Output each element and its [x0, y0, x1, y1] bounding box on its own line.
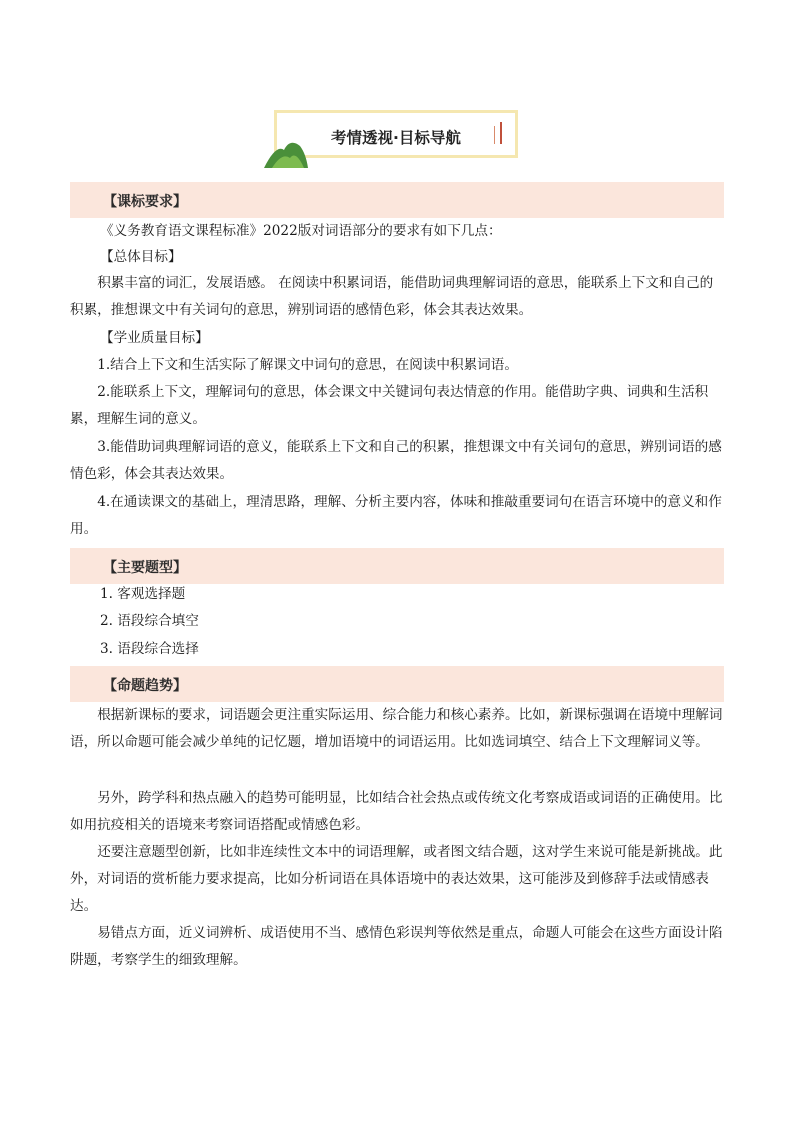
- trend-paragraph: 还要注意题型创新，比如非连续性文本中的词语理解，或者图文结合题，这对学生来说可能是新挑战。此外，对词语的赏析能力要求提高，比如分析词语在具体语境中的表达效果，这可能涉及到修辞手法或情感表达。: [70, 844, 723, 914]
- question-type-item: 2. 语段综合填空: [100, 613, 199, 629]
- overall-goal-heading: 【总体目标】: [100, 249, 182, 265]
- section-heading-label: 【主要题型】: [103, 560, 187, 576]
- quality-item: 3.能借助词典理解词语的意义，能联系上下文和自己的积累，推想课文中有关词句的意思，辨别词语的感情色彩，体会其表达效果。: [70, 439, 722, 482]
- section-heading-curriculum: [70, 182, 724, 218]
- overall-goal-text: 积累丰富的词汇，发展语感。 在阅读中积累词语，能借助词典理解词语的意思，能联系上下文和自己的积累，推想课文中有关词句的意思，辨别词语的感情色彩，体会其表达效果。: [70, 275, 714, 318]
- hill-icon: [262, 136, 308, 168]
- title-accent-bar-thin: [494, 126, 495, 144]
- quality-goal-heading: 【学业质量目标】: [100, 330, 209, 346]
- section-heading-question-types: [70, 548, 724, 584]
- title-banner: [262, 110, 524, 168]
- page-title: 考情透视·目标导航: [331, 129, 461, 147]
- question-type-item: 3. 语段综合选择: [100, 641, 199, 657]
- question-type-item: 1. 客观选择题: [100, 586, 186, 602]
- section-heading-label: 【命题趋势】: [103, 678, 187, 694]
- quality-item: 2.能联系上下文，理解词句的意思，体会课文中关键词句表达情意的作用。能借助字典、词典和生活积累，理解生词的意义。: [70, 384, 709, 427]
- quality-item: 4.在通读课文的基础上，理清思路，理解、分析主要内容，体味和推敲重要词句在语言环境中的意义和作用。: [70, 494, 722, 537]
- trend-paragraph: 易错点方面，近义词辨析、成语使用不当、感情色彩误判等依然是重点，命题人可能会在这些方面设计陷阱题，考察学生的细致理解。: [70, 925, 723, 968]
- curriculum-intro: 《义务教育语文课程标准》2022版对词语部分的要求有如下几点：: [100, 223, 502, 239]
- trend-paragraph: 另外，跨学科和热点融入的趋势可能明显，比如结合社会热点或传统文化考察成语或词语的正确使用。比如用抗疫相关的语境来考察词语搭配或情感色彩。: [70, 790, 723, 833]
- section-heading-trends: [70, 666, 724, 702]
- title-frame: [274, 110, 518, 158]
- trend-paragraph: 根据新课标的要求，词语题会更注重实际运用、综合能力和核心素养。比如，新课标强调在语境中理解词语，所以命题可能会减少单纯的记忆题，增加语境中的词语运用。比如选词填空、结合上下文理解词义等。: [70, 707, 723, 750]
- section-heading-label: 【课标要求】: [103, 194, 187, 210]
- title-accent-bar: [500, 122, 502, 144]
- quality-item: 1.结合上下文和生活实际了解课文中词句的意思，在阅读中积累词语。: [97, 357, 518, 373]
